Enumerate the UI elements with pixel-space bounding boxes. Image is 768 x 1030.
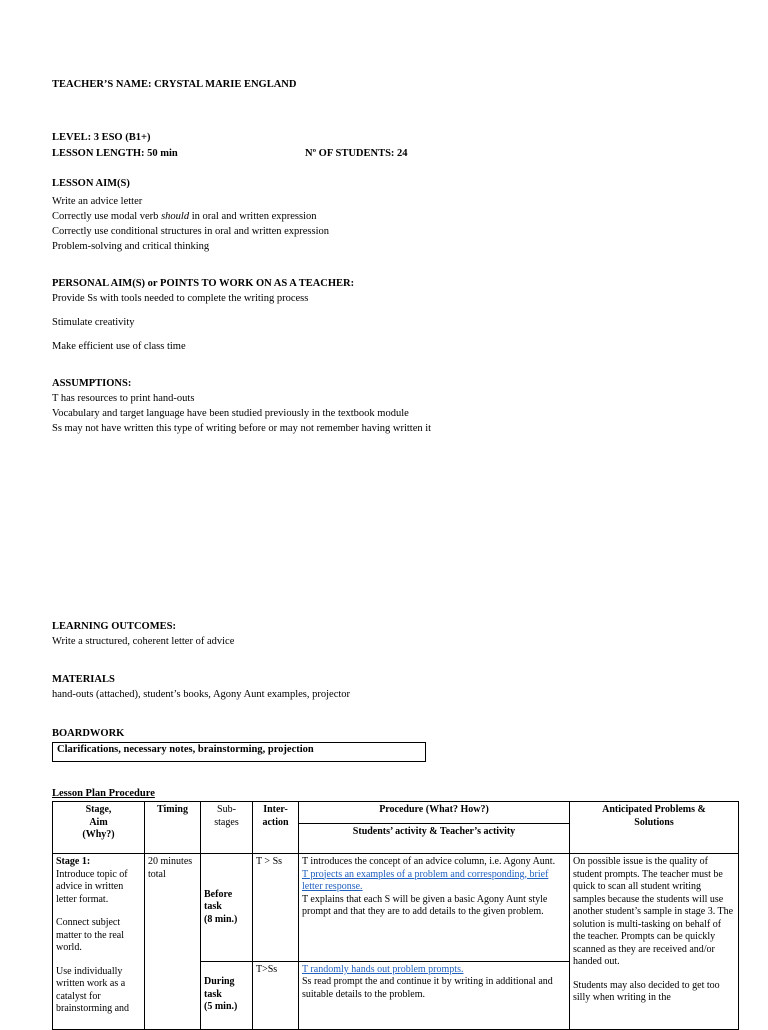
lesson-length: LESSON LENGTH: 50 min xyxy=(52,148,178,159)
interaction-cell: T>Ss xyxy=(253,961,299,1029)
table-header-row xyxy=(53,802,739,824)
personal-aim-item: Make efficient use of class time xyxy=(52,341,186,352)
level: LEVEL: 3 ESO (B1+) xyxy=(52,132,151,143)
projection-link[interactable]: T projects an examples of a problem and corresponding, brief letter response. xyxy=(302,868,549,892)
personal-aims-heading: PERSONAL AIM(S) or POINTS TO WORK ON AS A TEACHER: xyxy=(52,278,355,289)
aim-item: Problem-solving and critical thinking xyxy=(52,241,210,252)
boardwork-box: Clarifications, necessary notes, brainstorming, projection xyxy=(52,742,426,762)
header-procedure-sub: Students’ activity & Teacher’s activity xyxy=(299,824,570,854)
lesson-aims-heading: LESSON AIM(S) xyxy=(52,178,130,189)
modal-verb: should xyxy=(161,211,190,222)
interaction-cell: T > Ss xyxy=(253,854,299,962)
assumption-item: T has resources to print hand-outs xyxy=(52,393,195,404)
stage-cell: Stage 1: Introduce topic of advice in written letter format. Connect subject matter to the real world. Use individually written work as a catalyst for brainstorming and xyxy=(53,854,145,1030)
assumptions-section xyxy=(52,376,431,436)
header-substages: Sub- stages xyxy=(201,802,253,854)
header-interaction: Inter- action xyxy=(253,802,299,854)
assumption-item: Ss may not have written this type of writing before or may not remember having written it xyxy=(52,423,432,434)
timing-cell: 20 minutes total xyxy=(145,854,201,1030)
header-procedure: Procedure (What? How?) xyxy=(299,802,570,824)
assumptions-heading: ASSUMPTIONS: xyxy=(52,378,132,389)
table-row xyxy=(53,854,739,962)
number-of-students: Nº OF STUDENTS: 24 xyxy=(305,148,408,159)
aim-item: Correctly use conditional structures in oral and written expression xyxy=(52,226,330,237)
aim-item: Correctly use modal verb should in oral and written expression xyxy=(52,211,317,222)
procedure-table xyxy=(52,801,739,1030)
boardwork-heading: BOARDWORK xyxy=(52,728,125,739)
problems-cell: On possible issue is the quality of student prompts. The teacher must be quick to scan all student writing samples because the students will use another student’s sample in stage 3. The solution is multi-tasking on behalf of the teacher. Prompts can be quickly scanned as they are received and/or handed out. Students may also decided to get too silly when writing in the xyxy=(570,854,739,1030)
header-problems: Anticipated Problems & Solutions xyxy=(570,802,739,854)
procedure-cell: T introduces the concept of an advice column, i.e. Agony Aunt. T projects an examples of a problem and corresponding, brief letter response. T explains that each S will be given a basic Agony Aunt style prompt and that they are to add details to the given problem. xyxy=(299,854,570,962)
teacher-name: TEACHER’S NAME: CRYSTAL MARIE ENGLAND xyxy=(52,79,297,90)
handout-link[interactable]: T randomly hands out problem prompts. xyxy=(302,963,464,975)
aim-item: Write an advice letter xyxy=(52,196,143,207)
substage-before: Before task (8 min.) xyxy=(201,854,253,962)
assumption-item: Vocabulary and target language have been studied previously in the textbook module xyxy=(52,408,409,419)
materials-heading: MATERIALS xyxy=(52,674,115,685)
substage-during: During task (5 min.) xyxy=(201,961,253,1029)
header-timing: Timing xyxy=(145,802,201,854)
header-stage: Stage, Aim (Why?) xyxy=(53,802,145,854)
procedure-title: Lesson Plan Procedure xyxy=(52,788,155,799)
materials-text: hand-outs (attached), student’s books, Agony Aunt examples, projector xyxy=(52,689,351,700)
lesson-aims-section xyxy=(52,176,329,254)
personal-aim-item: Stimulate creativity xyxy=(52,317,135,328)
personal-aim-item: Provide Ss with tools needed to complete the writing process xyxy=(52,293,309,304)
procedure-cell: T randomly hands out problem prompts. Ss read prompt the and continue it by writing in additional and suitable details to the problem. xyxy=(299,961,570,1029)
outcomes-heading: LEARNING OUTCOMES: xyxy=(52,621,176,632)
outcomes-text: Write a structured, coherent letter of advice xyxy=(52,636,235,647)
